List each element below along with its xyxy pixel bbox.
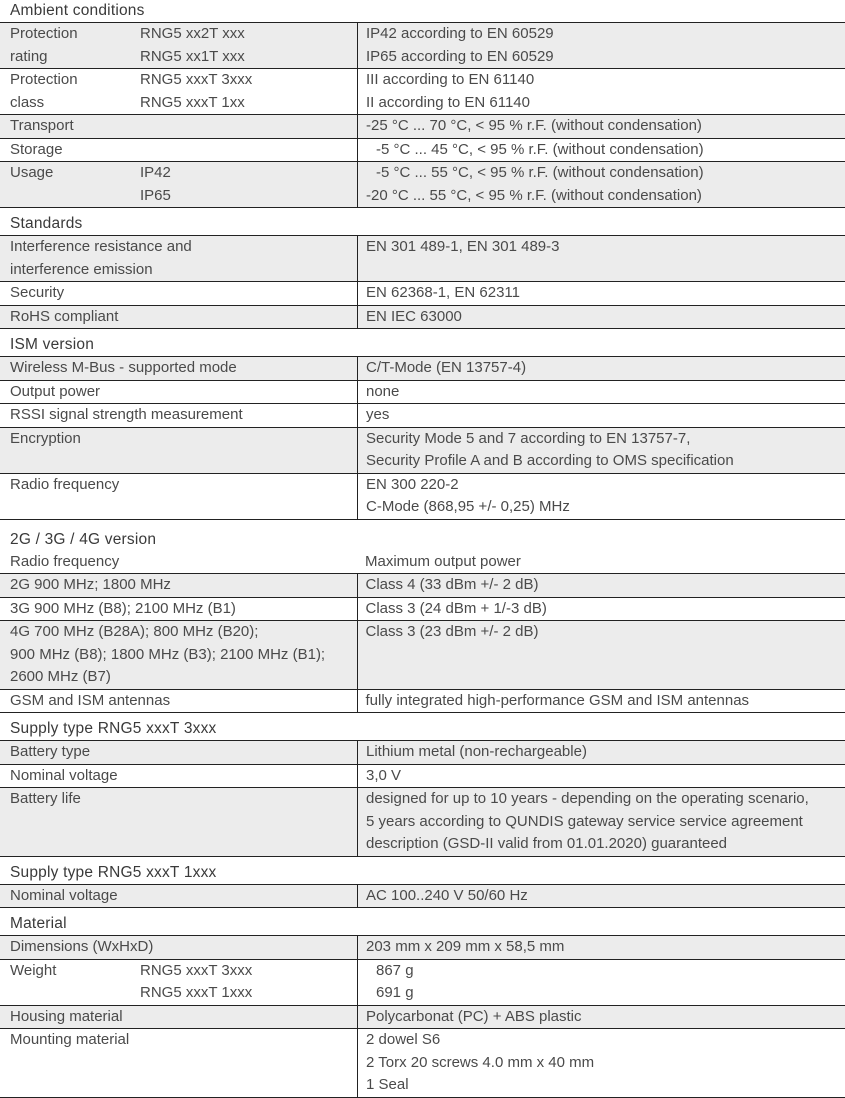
spec-table: [0, 236, 845, 329]
table-row: [0, 885, 845, 908]
model-label: IP65: [140, 185, 171, 208]
row-label: Mounting material: [10, 1029, 357, 1052]
section-title: Ambient conditions: [0, 0, 845, 23]
row-label: Interference resistance and: [10, 236, 357, 259]
table-row: [0, 788, 845, 857]
spec-table: [0, 551, 845, 714]
row-value: -5 °C ... 45 °C, < 95 % r.F. (without condensation): [366, 139, 845, 162]
table-row: [0, 574, 845, 598]
row-label: Usage: [10, 162, 140, 185]
row-label: Radio frequency: [10, 474, 357, 497]
table-row: [0, 236, 845, 282]
row-value: Polycarbonat (PC) + ABS plastic: [366, 1006, 845, 1029]
row-value: Security Mode 5 and 7 according to EN 13757-7,: [366, 428, 845, 451]
row-value: -5 °C ... 55 °C, < 95 % r.F. (without condensation): [366, 162, 845, 185]
row-value: Lithium metal (non-rechargeable): [366, 741, 845, 764]
row-value: -25 °C ... 70 °C, < 95 % r.F. (without condensation): [366, 115, 845, 138]
row-value: IP42 according to EN 60529: [366, 23, 845, 46]
row-value: AC 100..240 V 50/60 Hz: [366, 885, 845, 908]
model-label: RNG5 xxxT 1xxx: [140, 982, 252, 1005]
row-value: Class 3 (24 dBm + 1/-3 dB): [366, 598, 845, 621]
table-row: [0, 427, 845, 473]
spec-table: [0, 741, 845, 857]
row-value: 203 mm x 209 mm x 58,5 mm: [366, 936, 845, 959]
row-value: 691 g: [366, 982, 845, 1005]
table-row: [0, 597, 845, 621]
row-value: 2 Torx 20 screws 4.0 mm x 40 mm: [366, 1052, 845, 1075]
section-title: Material: [0, 913, 845, 936]
spec-table: [0, 23, 845, 208]
row-value: C/T-Mode (EN 13757-4): [366, 357, 845, 380]
section-material: [0, 913, 845, 1098]
table-row: [0, 69, 845, 115]
row-label: rating: [10, 46, 140, 69]
row-value: 1 Seal: [366, 1074, 845, 1097]
section-title: 2G / 3G / 4G version: [0, 529, 845, 551]
row-label: Transport: [10, 115, 357, 138]
row-value: designed for up to 10 years - depending on the operating scenario,: [366, 788, 845, 811]
spec-table: [0, 885, 845, 909]
section-cellular-version: [0, 529, 845, 714]
row-label: Output power: [10, 381, 357, 404]
row-value: description (GSD-II valid from 01.01.2020) guaranteed: [366, 833, 845, 856]
row-label: Protection: [10, 23, 140, 46]
section-title: Supply type RNG5 xxxT 1xxx: [0, 862, 845, 885]
table-row: [0, 1029, 845, 1098]
model-label: RNG5 xxxT 3xxx: [140, 69, 252, 92]
row-label: Wireless M-Bus - supported mode: [10, 357, 357, 380]
row-label: Housing material: [10, 1006, 357, 1029]
table-row: [0, 1005, 845, 1029]
column-header: Maximum output power: [365, 551, 845, 574]
row-label: Encryption: [10, 428, 357, 451]
section-standards: [0, 213, 845, 329]
table-row: [0, 473, 845, 519]
row-label: GSM and ISM antennas: [10, 690, 357, 713]
row-value: EN 300 220-2: [366, 474, 845, 497]
section-ambient-conditions: [0, 0, 845, 208]
row-label: Nominal voltage: [10, 765, 357, 788]
row-value: EN 62368-1, EN 62311: [366, 282, 845, 305]
table-row: [0, 282, 845, 306]
table-row: [0, 162, 845, 208]
row-label: Battery life: [10, 788, 357, 811]
row-value: 2 dowel S6: [366, 1029, 845, 1052]
section-ism-version: [0, 334, 845, 520]
row-label: 3G 900 MHz (B8); 2100 MHz (B1): [10, 598, 357, 621]
row-value: IP65 according to EN 60529: [366, 46, 845, 69]
row-value: II according to EN 61140: [366, 92, 845, 115]
column-header: Radio frequency: [10, 551, 357, 574]
model-label: RNG5 xx1T xxx: [140, 46, 245, 69]
row-label: RSSI signal strength measurement: [10, 404, 357, 427]
model-label: RNG5 xxxT 1xx: [140, 92, 245, 115]
section-title: Standards: [0, 213, 845, 236]
table-row: [0, 115, 845, 139]
row-label: 2600 MHz (B7): [10, 666, 357, 689]
table-row: [0, 305, 845, 329]
table-row: [0, 764, 845, 788]
table-header-row: [0, 551, 845, 574]
model-label: RNG5 xx2T xxx: [140, 23, 245, 46]
row-value: EN IEC 63000: [366, 306, 845, 329]
row-value: Class 4 (33 dBm +/- 2 dB): [366, 574, 845, 597]
row-value: Class 3 (23 dBm +/- 2 dB): [366, 621, 845, 644]
model-label: RNG5 xxxT 3xxx: [140, 960, 252, 983]
table-row: [0, 380, 845, 404]
row-label: interference emission: [10, 259, 357, 282]
section-supply-3xxx: [0, 718, 845, 857]
row-value: -20 °C ... 55 °C, < 95 % r.F. (without condensation): [366, 185, 845, 208]
row-label: class: [10, 92, 140, 115]
section-supply-1xxx: [0, 862, 845, 909]
model-label: IP42: [140, 162, 171, 185]
row-label: Protection: [10, 69, 140, 92]
row-value: C-Mode (868,95 +/- 0,25) MHz: [366, 496, 845, 519]
table-row: [0, 621, 845, 690]
table-row: [0, 357, 845, 380]
table-row: [0, 404, 845, 428]
row-value: EN 301 489-1, EN 301 489-3: [366, 236, 845, 259]
table-row: [0, 138, 845, 162]
row-value: yes: [366, 404, 845, 427]
row-value: III according to EN 61140: [366, 69, 845, 92]
spec-table: [0, 357, 845, 520]
table-row: [0, 23, 845, 69]
section-title: ISM version: [0, 334, 845, 357]
row-label: 2G 900 MHz; 1800 MHz: [10, 574, 357, 597]
row-label: 4G 700 MHz (B28A); 800 MHz (B20);: [10, 621, 357, 644]
row-label: 900 MHz (B8); 1800 MHz (B3); 2100 MHz (B1);: [10, 644, 357, 667]
row-label: Nominal voltage: [10, 885, 357, 908]
row-label: RoHS compliant: [10, 306, 357, 329]
table-row: [0, 936, 845, 959]
row-value: Security Profile A and B according to OMS specification: [366, 450, 845, 473]
row-value: 3,0 V: [366, 765, 845, 788]
row-label: Storage: [10, 139, 357, 162]
table-row: [0, 741, 845, 764]
row-label: Weight: [10, 960, 140, 983]
row-value: 5 years according to QUNDIS gateway service service agreement: [366, 811, 845, 834]
row-label: Battery type: [10, 741, 357, 764]
row-value: 867 g: [366, 960, 845, 983]
row-label: Dimensions (WxHxD): [10, 936, 357, 959]
table-row: [0, 959, 845, 1005]
section-title: Supply type RNG5 xxxT 3xxx: [0, 718, 845, 741]
table-row: [0, 689, 845, 713]
row-label: Security: [10, 282, 357, 305]
row-value: none: [366, 381, 845, 404]
row-value: fully integrated high-performance GSM and ISM antennas: [366, 690, 845, 713]
spec-table: [0, 936, 845, 1098]
